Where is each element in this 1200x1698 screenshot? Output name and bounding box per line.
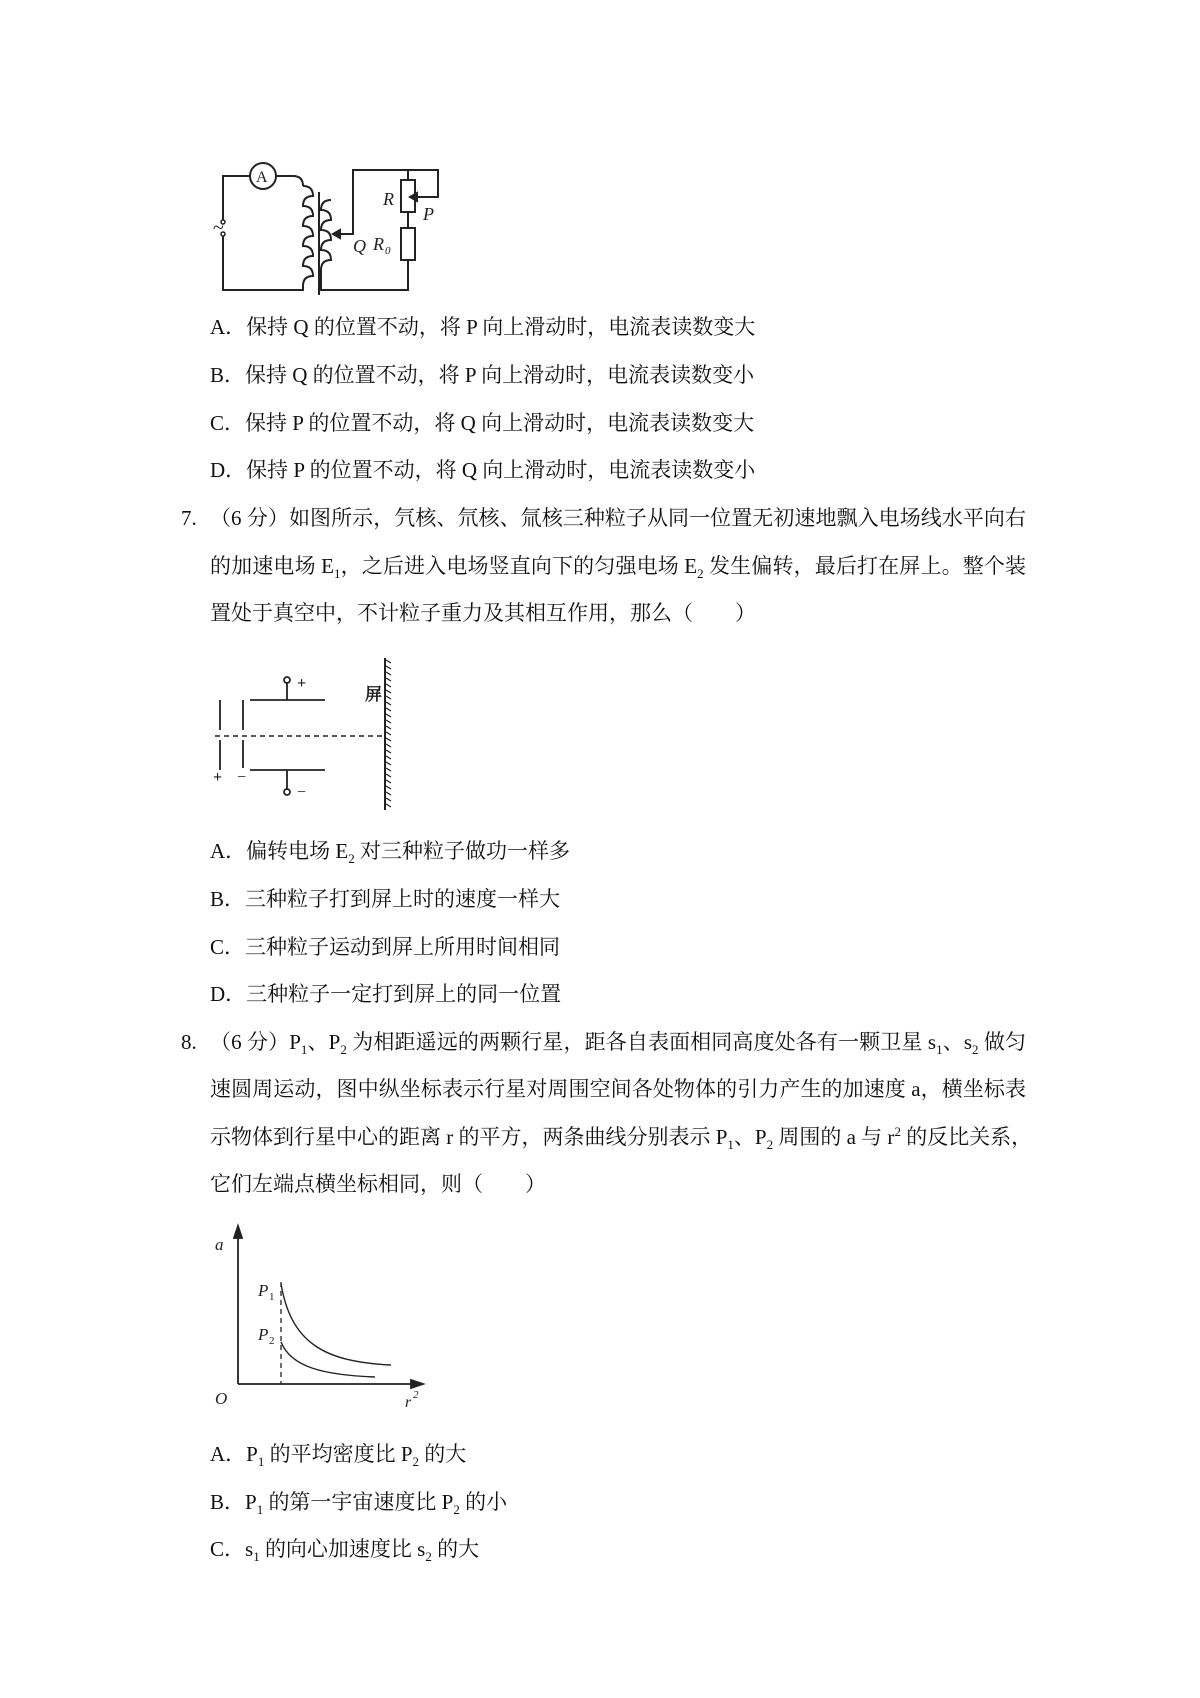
q8-option-a xyxy=(210,1440,466,1468)
transformer-circuit-figure xyxy=(213,160,463,300)
q7-stem-line3: 置处于真空中，不计粒子重力及其相互作用，那么（ ） xyxy=(210,601,756,625)
q8-option-b xyxy=(210,1488,507,1516)
subscript: 1 xyxy=(300,1042,308,1058)
subscript: 1 xyxy=(727,1137,734,1153)
curve-label-p1-subscript: 1 xyxy=(269,1291,275,1303)
subscript: 1 xyxy=(257,1454,265,1470)
q7-number: 7. xyxy=(181,506,197,530)
text: C．s xyxy=(210,1537,254,1561)
plus-sign: + xyxy=(213,769,223,786)
subscript: 1 xyxy=(256,1502,264,1518)
text: 发生偏转，最后打在屏上。整个装 xyxy=(703,554,1027,578)
q8-stem-line2: 速圆周运动，图中纵坐标表示行星对周围空间各处物体的引力产生的加速度 a，横坐标表 xyxy=(210,1077,1026,1101)
q6-option-a: A．保持 Q 的位置不动，将 P 向上滑动时，电流表读数变大 xyxy=(210,315,756,339)
text: ，之后进入电场竖直向下的匀强电场 E xyxy=(340,554,698,578)
q8-stem-line1 xyxy=(210,1028,1026,1056)
minus-sign: − xyxy=(237,769,247,786)
text: 的小 xyxy=(459,1490,508,1514)
subscript: 2 xyxy=(697,566,704,582)
text: 的加速电场 E xyxy=(210,554,334,578)
q7-option-a xyxy=(210,837,570,865)
x-axis-label: r xyxy=(405,1394,412,1411)
label-r0: R xyxy=(373,234,384,254)
text: 、s xyxy=(942,1030,972,1054)
label-r0-subscript: 0 xyxy=(385,245,391,257)
screen-label: 屏 xyxy=(365,685,382,704)
curve-label-p2: P xyxy=(258,1325,269,1344)
q7-stem-line2 xyxy=(210,552,1026,580)
q7-option-d: D．三种粒子一定打到屏上的同一位置 xyxy=(210,982,562,1006)
text: 的大 xyxy=(431,1537,480,1561)
text: A．偏转电场 E xyxy=(210,839,349,863)
curve-label-p1: P xyxy=(258,1281,269,1300)
label-r: R xyxy=(383,189,394,209)
text: 、P xyxy=(307,1030,341,1054)
text: 的第一宇宙速度比 P xyxy=(263,1490,454,1514)
text: 的反比关系， xyxy=(900,1125,1033,1149)
superscript: 2 xyxy=(894,1124,901,1139)
x-axis-superscript: 2 xyxy=(413,1389,419,1401)
subscript: 1 xyxy=(936,1042,943,1058)
text: 的向心加速度比 s xyxy=(259,1537,426,1561)
subscript: 2 xyxy=(972,1042,979,1058)
label-p: P xyxy=(423,204,434,224)
subscript: 2 xyxy=(425,1549,432,1565)
text: 为相距遥远的两颗行星，距各自表面相同高度处各有一颗卫星 s xyxy=(346,1030,937,1054)
ac-source-symbol: ~ xyxy=(213,217,224,239)
acceleration-graph-figure xyxy=(213,1222,433,1412)
q7-stem-line1: （6 分）如图所示，氕核、氘核、氚核三种粒子从同一位置无初速地飘入电场线水平向右 xyxy=(210,506,1026,530)
text: （6 分）P xyxy=(210,1030,301,1054)
subscript: 2 xyxy=(766,1137,774,1153)
q8-stem-line3 xyxy=(210,1123,1033,1153)
ammeter-label: A xyxy=(256,169,268,186)
subscript: 2 xyxy=(412,1454,420,1470)
subscript: 2 xyxy=(453,1502,460,1518)
q7-option-b: B．三种粒子打到屏上时的速度一样大 xyxy=(210,887,561,911)
q6-option-b: B．保持 Q 的位置不动，将 P 向上滑动时，电流表读数变小 xyxy=(210,363,755,387)
text: 的大 xyxy=(419,1442,467,1466)
text: 、P xyxy=(733,1125,767,1149)
text: 做匀 xyxy=(978,1030,1026,1054)
text: 的平均密度比 P xyxy=(264,1442,413,1466)
text: A．P xyxy=(210,1442,258,1466)
text: 示物体到行星中心的距离 r 的平方，两条曲线分别表示 P xyxy=(210,1125,728,1149)
q6-option-c: C．保持 P 的位置不动，将 Q 向上滑动时，电流表读数变大 xyxy=(210,411,755,435)
text: 对三种粒子做功一样多 xyxy=(354,839,570,863)
q8-number: 8. xyxy=(181,1030,197,1054)
text: B．P xyxy=(210,1490,257,1514)
origin-label: O xyxy=(215,1389,228,1408)
q6-option-d: D．保持 P 的位置不动，将 Q 向上滑动时，电流表读数变小 xyxy=(210,458,756,482)
subscript: 1 xyxy=(253,1549,260,1565)
q7-option-c: C．三种粒子运动到屏上所用时间相同 xyxy=(210,935,561,959)
y-axis-label: a xyxy=(215,1235,224,1254)
text: 周围的 a 与 r xyxy=(773,1125,895,1149)
subscript: 1 xyxy=(333,566,341,582)
q8-stem-line4: 它们左端点横坐标相同，则（ ） xyxy=(210,1172,546,1196)
plus-sign: + xyxy=(297,675,307,692)
subscript: 2 xyxy=(348,851,355,867)
q8-option-c xyxy=(210,1535,479,1563)
label-q: Q xyxy=(353,236,366,256)
subscript: 2 xyxy=(340,1042,347,1058)
minus-sign: − xyxy=(297,784,307,801)
deflection-field-figure xyxy=(215,650,405,815)
curve-label-p2-subscript: 2 xyxy=(269,1335,275,1347)
